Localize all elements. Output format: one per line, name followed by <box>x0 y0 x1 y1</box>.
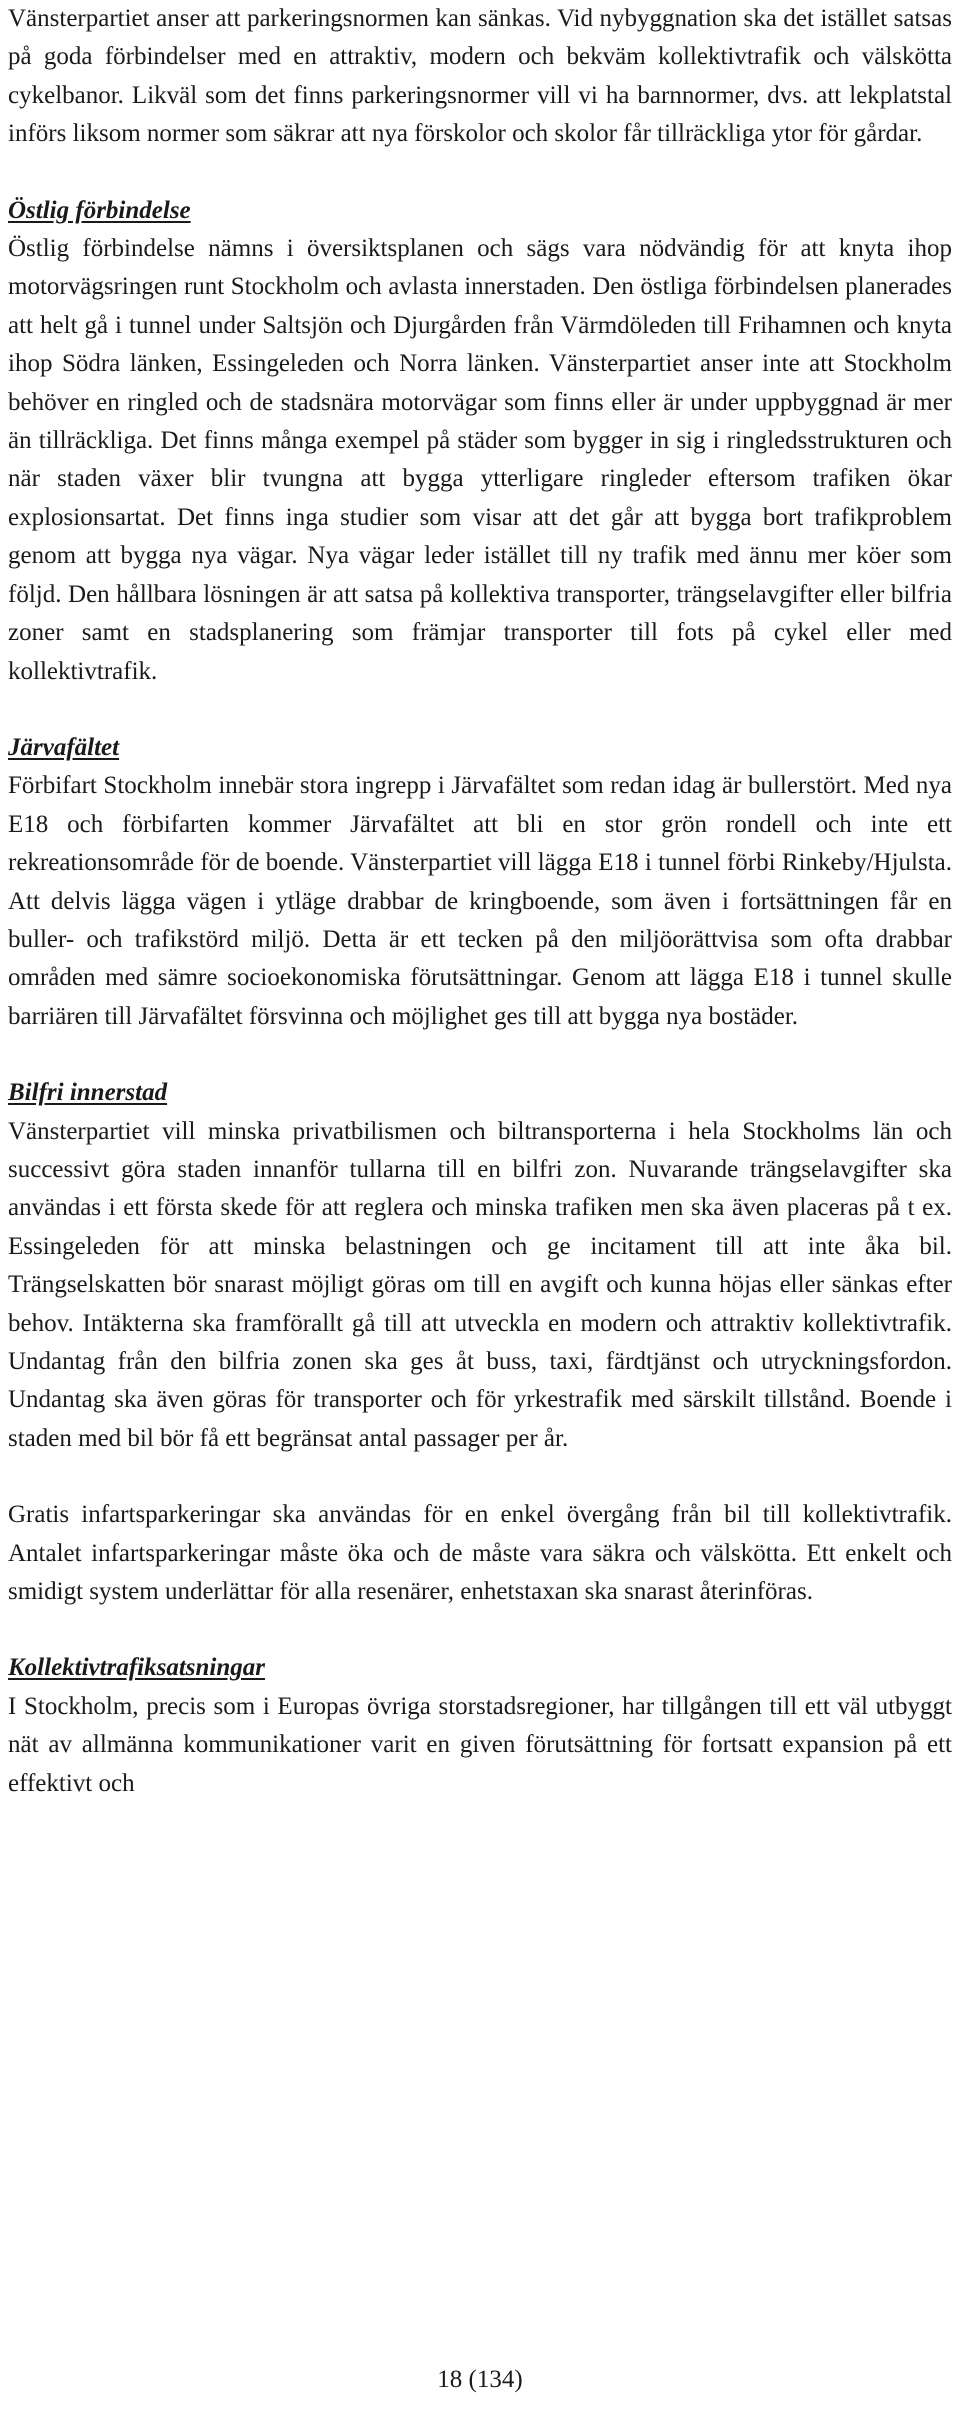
section-ostlig-forbindelse <box>8 192 952 691</box>
intro-paragraph: Vänsterpartiet anser att parkeringsnormen kan sänkas. Vid nybyggnation ska det istället satsas på goda förbindelser med en attraktiv, modern och bekväm kollektivtrafik och välskötta cykelbanor. Likväl som det finns parkeringsnormer vill vi ha barnnormer, dvs. att lekplatstal införs liksom normer som säkrar att nya förskolor och skolor får tillräckliga ytor för gårdar. <box>8 5 952 148</box>
section-heading: Järvafältet <box>8 733 120 761</box>
section-gap <box>8 154 952 192</box>
section-paragraph: Gratis infartsparkeringar ska användas för en enkel övergång från bil till kollektivtrafik. Antalet infartsparkeringar måste öka och de måste vara säkra och välskötta. Ett enkelt och smidigt system underlättar för alla resenärer, enhetstaxan ska snarast återinföras. <box>8 1501 952 1606</box>
section-heading: Kollektivtrafiksatsningar <box>8 1654 265 1682</box>
section-paragraph: Förbifart Stockholm innebär stora ingrepp i Järvafältet som redan idag är bullerstört. Med nya E18 och förbifarten kommer Järvafältet att bli en stor grön rondell och inte ett rekreationsområde för de boende. Vänsterpartiet vill lägga E18 i tunnel förbi Rinkeby/Hjulsta. Att delvis lägga vägen i ytläge drabbar de kringboende, som även i fortsättningen får en buller- och trafikstörd miljö. Detta är ett tecken på den miljöorättvisa som ofta drabbar områden med sämre socioekonomiska förutsättningar. Genom att lägga E18 i tunnel skulle barriären till Järvafältet försvinna och möjlighet ges till att bygga nya bostäder. <box>8 772 952 1030</box>
section-kollektivtrafiksatsningar <box>8 1649 952 1803</box>
section-jarvafaltet <box>8 729 952 1036</box>
document-page <box>8 0 952 1803</box>
section-paragraph: Östlig förbindelse nämns i översiktsplanen och sägs vara nödvändig för att knyta ihop motorvägsringen runt Stockholm och avlasta innerstaden. Den östliga förbindelsen planerades att helt gå i tunnel under Saltsjön och Djurgården från Värmdöleden till Frihamnen och knyta ihop Södra länken, Essingeleden och Norra länken. Vänsterpartiet anser inte att Stockholm behöver en ringled och de stadsnära motorvägar som finns eller är under uppbyggnad är mer än tillräckliga. Det finns många exempel på städer som bygger in sig i ringledsstrukturen och när staden växer blir tvungna att bygga ytterligare ringleder eftersom trafiken ökar explosionsartat. Det finns inga studier som visar att det går att bygga bort trafikproblem genom att bygga nya vägar. Nya vägar leder istället till ny trafik med ännu mer köer som följd. Den hållbara lösningen är att satsa på kollektiva transporter, trängselavgifter eller bilfria zoner samt en stadsplanering som främjar transporter till fots på cykel eller med kollektivtrafik. <box>8 235 952 685</box>
section-paragraph: I Stockholm, precis som i Europas övriga storstadsregioner, har tillgången till ett väl utbyggt nät av allmänna kommunikationer varit en given förutsättning för fortsatt expansion på ett effektivt och <box>8 1692 952 1797</box>
paragraph-gap <box>8 1458 952 1496</box>
page-number: 18 (134) <box>437 2366 523 2393</box>
section-gap <box>8 1036 952 1074</box>
section-paragraph: Vänsterpartiet vill minska privatbilismen och biltransporterna i hela Stockholms län och successivt göra staden innanför tullarna till en bilfri zon. Nuvarande trängselavgifter ska användas i ett första skede för att reglera och minska trafiken men ska även placeras på t ex. Essingeleden för att minska belastningen och ge incitament till att inte åka bil. Trängselskatten bör snarast möjligt göras om till en avgift och kunna höjas eller sänkas efter behov. Intäkterna ska framförallt gå till att utveckla en modern och attraktiv kollektivtrafik. Undantag från den bilfria zonen ska ges åt buss, taxi, färdtjänst och utryckningsfordon. Undantag ska även göras för transporter och för yrkestrafik med särskilt tillstånd. Boende i staden med bil bör få ett begränsat antal passager per år. <box>8 1117 952 1452</box>
section-gap <box>8 1611 952 1649</box>
section-bilfri-innerstad <box>8 1074 952 1611</box>
section-gap <box>8 691 952 729</box>
section-heading: Östlig förbindelse <box>8 196 191 224</box>
section-heading: Bilfri innerstad <box>8 1079 168 1107</box>
